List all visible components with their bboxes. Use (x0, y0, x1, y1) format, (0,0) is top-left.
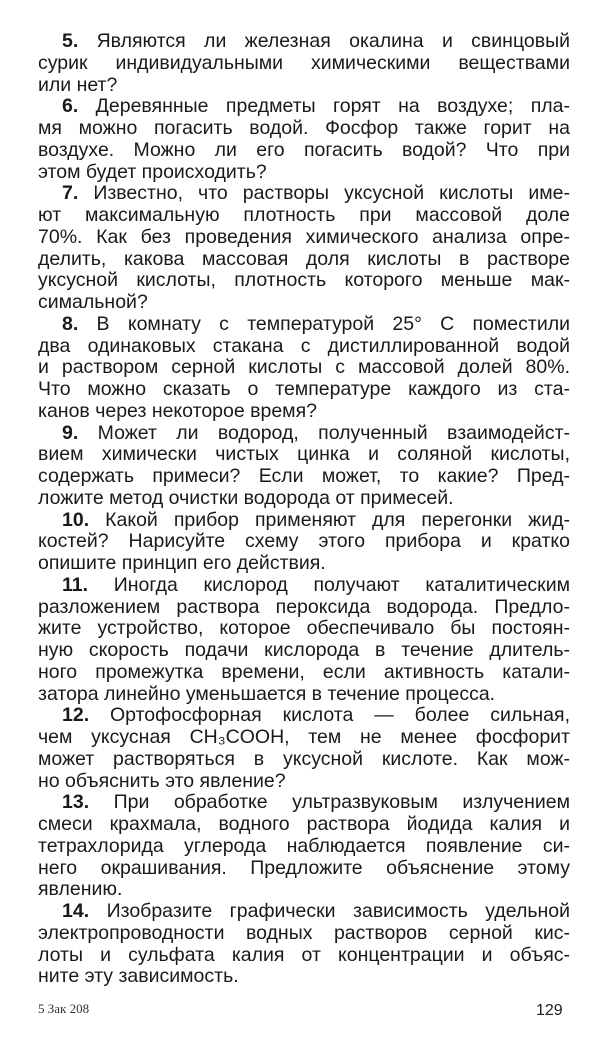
question-number: 7. (62, 182, 79, 205)
text-line: костей? Нарисуйте схему этого прибора и кратко (38, 530, 570, 553)
text-line (38, 183, 570, 205)
question-number: 13. (62, 791, 90, 814)
text-line-content: Изобразите графически зависимость удельной (106, 900, 570, 922)
question-number: 6. (62, 95, 79, 118)
text-line: него окрашивания. Предложите объяснение этому (38, 856, 570, 879)
text-line: ную скорость подачи кислорода в течение длитель- (38, 639, 570, 661)
text-line: сурик индивидуальными химическими веществами (38, 51, 570, 74)
text-line: содержать примеси? Если может, то какие? Пред- (38, 465, 570, 487)
text-line (38, 96, 570, 118)
printer-signature: 5 Зак 208 (38, 1001, 90, 1016)
text-line-content: В комнату с температурой 25° С поместили (96, 312, 570, 335)
text-line: мя можно погасить водой. Фосфор также горит на (38, 117, 570, 139)
question-6 (38, 96, 570, 183)
text-line-content: Деревянные предметы горят на воздухе; пла- (95, 95, 570, 118)
text-line: явлению. (38, 878, 123, 901)
text-line (38, 510, 570, 532)
text-line (38, 705, 570, 727)
text-line-content: Может ли водород, полученный взаимодейст- (97, 421, 570, 444)
text-line: чем уксусная CH₃COOH, тем не менее фосфорит (38, 726, 570, 748)
page-body (38, 31, 570, 988)
text-line: делить, какова массовая доля кислоты в растворе (38, 247, 570, 270)
text-line (38, 575, 570, 597)
text-line: ют максимальную плотность при массовой доле (38, 204, 570, 226)
text-line (38, 901, 570, 923)
text-line: смеси крахмала, водного раствора йодида калия и (38, 813, 570, 835)
question-10 (38, 510, 570, 575)
text-line: этом будет происходить? (38, 160, 267, 183)
question-8 (38, 314, 570, 423)
page-number: 129 (536, 1002, 563, 1019)
question-number: 11. (62, 573, 89, 596)
question-7 (38, 183, 570, 314)
question-13 (38, 792, 570, 901)
text-line: и раствором серной кислоты с массовой долей 80%. (38, 356, 570, 379)
text-line-content: Являются ли железная окалина и свинцовый (96, 30, 571, 52)
text-line: два одинаковых стакана с дистиллированной водой (38, 334, 570, 357)
question-5 (38, 31, 570, 96)
question-14 (38, 901, 570, 988)
question-11 (38, 575, 570, 706)
text-line-content: Иногда кислород получают каталитическим (113, 573, 570, 596)
text-line: уксусной кислоты, плотность которого меньше мак- (38, 269, 570, 292)
text-line: или нет? (38, 73, 118, 96)
text-line (38, 792, 570, 814)
text-line: воздухе. Можно ли его погасить водой? Что при (38, 138, 570, 161)
question-9 (38, 423, 570, 510)
text-line-content: Какой прибор применяют для перегонки жид- (105, 508, 570, 531)
text-line (38, 423, 570, 445)
text-line: затора линейно уменьшается в течение процесса. (38, 682, 496, 705)
text-line: жите устройство, которое обеспечивало бы постоян- (38, 617, 570, 640)
text-line-content: Известно, что растворы уксусной кислоты име- (93, 182, 570, 205)
text-line: вием химически чистых цинка и соляной кислоты, (38, 443, 570, 466)
question-number: 10. (62, 508, 90, 531)
text-line: разложением раствора пероксида водорода. Предло- (38, 595, 570, 618)
text-line: ного промежутка времени, если активность катали- (38, 660, 570, 683)
text-line: канов через некоторое время? (38, 399, 317, 422)
question-number: 8. (62, 312, 79, 335)
text-line: ните эту зависимость. (38, 965, 239, 988)
question-number: 5. (62, 30, 79, 52)
text-line: опишите принцип его действия. (38, 552, 326, 574)
text-line: симальной? (38, 291, 148, 313)
text-line-content: Ортофосфорная кислота — более сильная, (110, 704, 570, 727)
question-number: 9. (62, 421, 79, 444)
text-line: 70%. Как без проведения химического анализа опре- (38, 225, 570, 248)
text-line: Что можно сказать о температуре каждого из ста- (38, 378, 570, 400)
text-line (38, 314, 570, 336)
text-line (38, 31, 570, 53)
text-line: но объяснить это явление? (38, 769, 286, 792)
text-line: электропроводности водных растворов серной кис- (38, 921, 570, 944)
text-line: ложите метод очистки водорода от примесей. (38, 486, 454, 509)
text-line: тетрахлорида углерода наблюдается появление си- (38, 834, 570, 857)
text-line-content: При обработке ультразвуковым излучением (113, 791, 570, 814)
question-number: 14. (62, 900, 90, 922)
question-12 (38, 705, 570, 792)
text-line: может растворяться в уксусной кислоте. Как мож- (38, 747, 570, 770)
question-number: 12. (62, 704, 90, 727)
text-line: лоты и сульфата калия от концентрации и объяс- (38, 943, 570, 966)
